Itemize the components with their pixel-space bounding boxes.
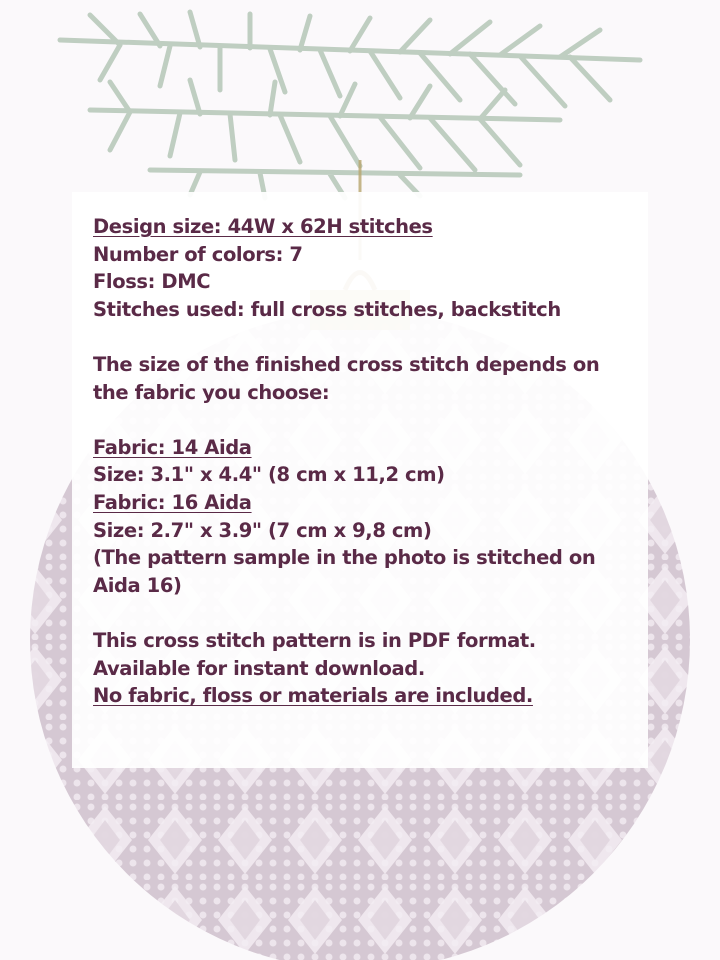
pattern-details	[93, 213, 633, 710]
floss-text: Floss: DMC	[93, 270, 211, 294]
stitches-used-text: Stitches used: full cross stitches, backstitch	[93, 297, 561, 321]
design-size-text: Design size: 44W x 62H stitches	[93, 215, 433, 238]
size-14-aida-text: Size: 3.1" x 4.4" (8 cm x 11,2 cm)	[93, 463, 445, 487]
pdf-format-text: This cross stitch pattern is in PDF format. Available for instant download.	[93, 628, 536, 680]
materials-disclaimer-text: No fabric, floss or materials are included.	[93, 684, 533, 708]
number-of-colors-text: Number of colors: 7	[93, 242, 303, 266]
fabric-16-aida-text: Fabric: 16 Aida	[93, 490, 252, 514]
size-intro-text: The size of the finished cross stitch depends on the fabric you choose:	[93, 352, 600, 404]
pine-branch-icon	[60, 12, 640, 198]
size-16-aida-text: Size: 2.7" x 3.9" (7 cm x 9,8 cm)	[93, 518, 432, 542]
sample-note-text: (The pattern sample in the photo is stitched on Aida 16)	[93, 546, 596, 597]
fabric-14-aida-text: Fabric: 14 Aida	[93, 435, 252, 459]
